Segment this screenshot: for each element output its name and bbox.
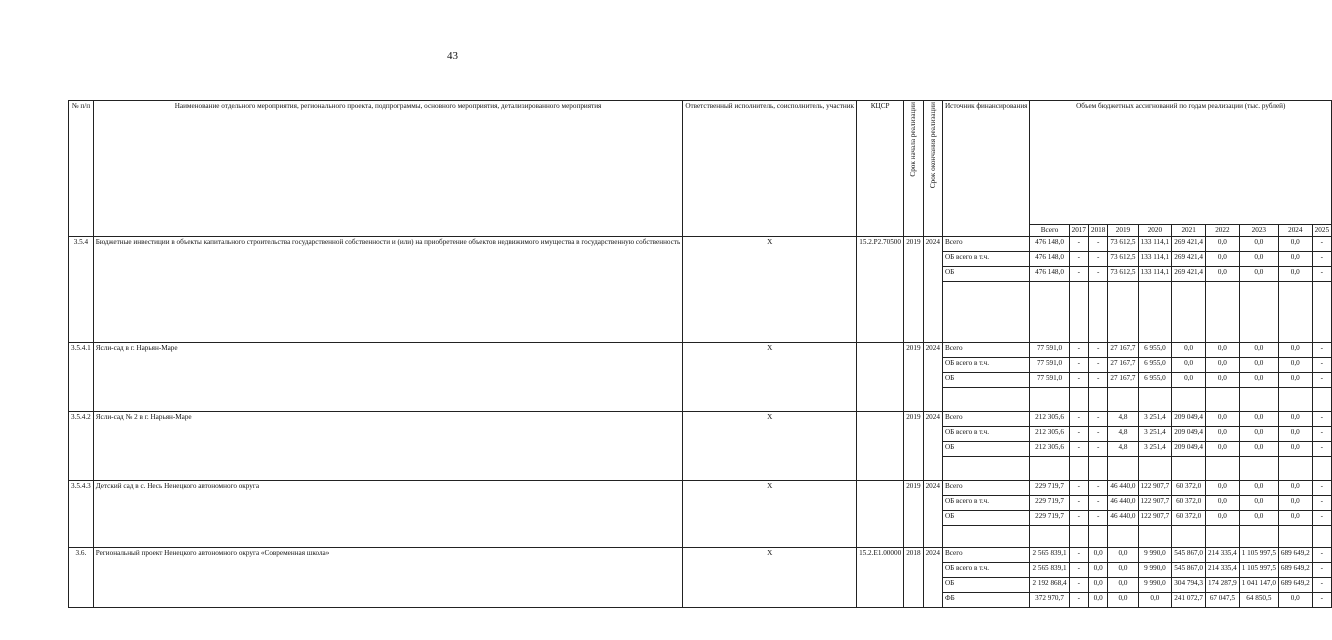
total-cell: 77 591,0 [1030,343,1069,358]
source-cell: ОБ [942,373,1030,388]
value-cell: 0,0 [1172,373,1206,388]
value-cell: 0,0 [1278,267,1312,282]
row-kcsr: 15.2.Е1.00000 [857,548,904,608]
source-cell: ОБ [942,267,1030,282]
value-cell: - [1069,343,1088,358]
total-cell: 212 305,6 [1030,427,1069,442]
value-cell: - [1312,373,1331,388]
row-name: Ясли-сад № 2 в г. Нарьян-Маре [93,412,683,481]
value-cell: 1 105 997,5 [1239,563,1278,578]
value-cell: 0,0 [1206,343,1240,358]
header-year: 2021 [1172,225,1206,237]
header-total: Всего [1030,225,1069,237]
header-start: Срок начала реализации [904,101,923,237]
row-name: Региональный проект Ненецкого автономного округа «Современная школа» [93,548,683,608]
value-cell: 209 049,4 [1172,427,1206,442]
value-cell: 0,0 [1239,373,1278,388]
page-number: 43 [447,50,458,62]
header-year: 2017 [1069,225,1088,237]
value-cell: 0,0 [1278,412,1312,427]
value-cell: 46 440,0 [1108,496,1138,511]
value-cell: - [1069,373,1088,388]
empty-cell [1278,526,1312,548]
value-cell: 4,8 [1108,427,1138,442]
header-year: 2019 [1108,225,1138,237]
empty-cell [1278,457,1312,481]
source-cell: ОБ [942,578,1030,593]
table-row [69,548,1332,563]
value-cell: - [1069,496,1088,511]
empty-cell [1108,388,1138,412]
empty-cell [942,526,1030,548]
empty-cell [1312,282,1331,343]
total-cell: 229 719,7 [1030,481,1069,496]
value-cell: 0,0 [1278,343,1312,358]
source-cell: Всего [942,412,1030,427]
value-cell: 0,0 [1239,343,1278,358]
header-source: Источник финансирования [942,101,1030,237]
value-cell: 241 072,7 [1172,593,1206,608]
value-cell: - [1069,412,1088,427]
empty-cell [1312,526,1331,548]
value-cell: 545 867,0 [1172,563,1206,578]
value-cell: 0,0 [1088,563,1107,578]
value-cell: 174 287,9 [1206,578,1240,593]
value-cell: 689 649,2 [1278,578,1312,593]
value-cell: 0,0 [1172,343,1206,358]
value-cell: 0,0 [1278,252,1312,267]
row-end: 2024 [923,548,942,608]
value-cell: - [1069,267,1088,282]
empty-cell [1069,388,1088,412]
value-cell: 269 421,4 [1172,252,1206,267]
value-cell: - [1088,427,1107,442]
value-cell: - [1088,358,1107,373]
empty-cell [1108,282,1138,343]
empty-cell [1239,457,1278,481]
value-cell: - [1312,496,1331,511]
table-row [69,237,1332,252]
row-number: 3.5.4.1 [69,343,94,412]
empty-cell [1278,388,1312,412]
value-cell: 0,0 [1206,511,1240,526]
value-cell: 0,0 [1206,442,1240,457]
empty-cell [1206,282,1240,343]
row-responsible: Х [683,343,857,412]
value-cell: 214 335,4 [1206,563,1240,578]
value-cell: 27 167,7 [1108,358,1138,373]
table-row [69,343,1332,358]
value-cell: 689 649,2 [1278,548,1312,563]
value-cell: 0,0 [1088,593,1107,608]
empty-cell [1239,282,1278,343]
value-cell: 133 114,1 [1138,267,1172,282]
source-cell: ОБ всего в т.ч. [942,427,1030,442]
header-no: № п/п [69,101,94,237]
value-cell: 64 850,5 [1239,593,1278,608]
value-cell: 133 114,1 [1138,252,1172,267]
total-cell: 2 565 839,1 [1030,563,1069,578]
source-cell: Всего [942,548,1030,563]
row-start: 2019 [904,237,923,343]
value-cell: 214 335,4 [1206,548,1240,563]
total-cell: 77 591,0 [1030,358,1069,373]
value-cell: 6 955,0 [1138,373,1172,388]
table-row [69,481,1332,496]
row-name: Детский сад в с. Несь Ненецкого автономного округа [93,481,683,548]
empty-cell [1069,526,1088,548]
value-cell: - [1312,412,1331,427]
row-number: 3.5.4 [69,237,94,343]
value-cell: - [1312,563,1331,578]
value-cell: 0,0 [1138,593,1172,608]
source-cell: ОБ всего в т.ч. [942,252,1030,267]
row-start: 2019 [904,412,923,481]
header-year: 2023 [1239,225,1278,237]
total-cell: 229 719,7 [1030,496,1069,511]
value-cell: 0,0 [1108,593,1138,608]
empty-cell [1138,526,1172,548]
value-cell: 60 372,0 [1172,481,1206,496]
value-cell: 0,0 [1278,373,1312,388]
row-number: 3.6. [69,548,94,608]
total-cell: 476 148,0 [1030,252,1069,267]
empty-cell [1172,388,1206,412]
empty-cell [1088,457,1107,481]
value-cell: 269 421,4 [1172,237,1206,252]
value-cell: 0,0 [1108,563,1138,578]
value-cell: 60 372,0 [1172,511,1206,526]
value-cell: - [1069,252,1088,267]
value-cell: 269 421,4 [1172,267,1206,282]
total-cell: 372 970,7 [1030,593,1069,608]
value-cell: - [1312,578,1331,593]
value-cell: 73 612,5 [1108,252,1138,267]
value-cell: - [1312,481,1331,496]
table-row [69,412,1332,427]
empty-cell [942,388,1030,412]
row-number: 3.5.4.2 [69,412,94,481]
row-end: 2024 [923,343,942,412]
value-cell: 46 440,0 [1108,481,1138,496]
value-cell: - [1069,442,1088,457]
value-cell: 0,0 [1239,252,1278,267]
value-cell: - [1069,511,1088,526]
value-cell: 0,0 [1278,593,1312,608]
empty-cell [1239,526,1278,548]
value-cell: 209 049,4 [1172,442,1206,457]
value-cell: - [1312,358,1331,373]
row-responsible: Х [683,548,857,608]
source-cell: ОБ [942,511,1030,526]
value-cell: - [1069,237,1088,252]
empty-cell [1172,457,1206,481]
row-end: 2024 [923,481,942,548]
empty-cell [942,457,1030,481]
value-cell: 122 907,7 [1138,496,1172,511]
value-cell: 6 955,0 [1138,358,1172,373]
value-cell: 1 105 997,5 [1239,548,1278,563]
empty-cell [1206,457,1240,481]
value-cell: - [1069,427,1088,442]
total-cell: 229 719,7 [1030,511,1069,526]
value-cell: - [1088,343,1107,358]
value-cell: - [1069,481,1088,496]
empty-cell [1030,282,1069,343]
header-year: 2018 [1088,225,1107,237]
source-cell: ОБ [942,442,1030,457]
value-cell: 122 907,7 [1138,481,1172,496]
value-cell: 73 612,5 [1108,237,1138,252]
header-row [69,101,1332,225]
header-responsible: Ответственный исполнитель, соисполнитель, участник [683,101,857,237]
value-cell: 0,0 [1206,412,1240,427]
value-cell: - [1312,511,1331,526]
value-cell: - [1088,412,1107,427]
value-cell: 0,0 [1088,548,1107,563]
row-start: 2019 [904,481,923,548]
total-cell: 2 192 868,4 [1030,578,1069,593]
value-cell: 0,0 [1206,496,1240,511]
value-cell: - [1312,442,1331,457]
value-cell: 0,0 [1278,427,1312,442]
source-cell: ОБ всего в т.ч. [942,563,1030,578]
header-year: 2024 [1278,225,1312,237]
row-responsible: Х [683,481,857,548]
empty-cell [1312,388,1331,412]
value-cell: 46 440,0 [1108,511,1138,526]
empty-cell [1108,526,1138,548]
row-start: 2018 [904,548,923,608]
value-cell: 0,0 [1239,267,1278,282]
empty-cell [1138,388,1172,412]
header-year: 2025 [1312,225,1331,237]
header-year: 2020 [1138,225,1172,237]
value-cell: 0,0 [1278,511,1312,526]
row-responsible: Х [683,412,857,481]
value-cell: - [1088,511,1107,526]
total-cell: 476 148,0 [1030,237,1069,252]
value-cell: 9 990,0 [1138,548,1172,563]
row-end: 2024 [923,412,942,481]
value-cell: - [1069,563,1088,578]
value-cell: - [1069,593,1088,608]
header-kcsr: КЦСР [857,101,904,237]
value-cell: 3 251,4 [1138,427,1172,442]
value-cell: - [1312,252,1331,267]
source-cell: Всего [942,343,1030,358]
value-cell: - [1312,593,1331,608]
value-cell: - [1088,481,1107,496]
value-cell: 0,0 [1278,496,1312,511]
header-volume: Объем бюджетных ассигнований по годам реализации (тыс. рублей) [1030,101,1332,225]
value-cell: - [1088,267,1107,282]
value-cell: - [1088,373,1107,388]
value-cell: 0,0 [1108,578,1138,593]
value-cell: 122 907,7 [1138,511,1172,526]
row-kcsr: 15.2.Р2.70500 [857,237,904,343]
total-cell: 2 565 839,1 [1030,548,1069,563]
row-name: Ясли-сад в г. Нарьян-Маре [93,343,683,412]
value-cell: - [1312,427,1331,442]
value-cell: 689 649,2 [1278,563,1312,578]
value-cell: 0,0 [1278,358,1312,373]
value-cell: 0,0 [1206,427,1240,442]
total-cell: 77 591,0 [1030,373,1069,388]
value-cell: 0,0 [1172,358,1206,373]
row-start: 2019 [904,343,923,412]
empty-cell [1172,282,1206,343]
empty-cell [1088,282,1107,343]
value-cell: 4,8 [1108,412,1138,427]
value-cell: 0,0 [1278,442,1312,457]
empty-cell [1172,526,1206,548]
row-responsible: Х [683,237,857,343]
source-cell: ОБ всего в т.ч. [942,358,1030,373]
value-cell: 0,0 [1206,481,1240,496]
value-cell: 0,0 [1108,548,1138,563]
header-end: Срок окончания реализации [923,101,942,237]
value-cell: 0,0 [1239,511,1278,526]
value-cell: - [1088,496,1107,511]
value-cell: 4,8 [1108,442,1138,457]
empty-cell [1138,457,1172,481]
empty-cell [1069,457,1088,481]
value-cell: - [1312,548,1331,563]
value-cell: 3 251,4 [1138,442,1172,457]
budget-table [68,100,1332,608]
value-cell: - [1069,358,1088,373]
value-cell: 6 955,0 [1138,343,1172,358]
value-cell: 0,0 [1088,578,1107,593]
value-cell: 0,0 [1206,252,1240,267]
empty-cell [1088,526,1107,548]
empty-cell [942,282,1030,343]
source-cell: Всего [942,481,1030,496]
source-cell: Всего [942,237,1030,252]
value-cell: 0,0 [1278,481,1312,496]
source-cell: ОБ всего в т.ч. [942,496,1030,511]
value-cell: 0,0 [1239,358,1278,373]
row-kcsr [857,343,904,412]
value-cell: 0,0 [1206,358,1240,373]
total-cell: 212 305,6 [1030,442,1069,457]
empty-cell [1030,457,1069,481]
value-cell: 0,0 [1206,237,1240,252]
value-cell: 0,0 [1206,267,1240,282]
value-cell: 0,0 [1206,373,1240,388]
value-cell: - [1312,267,1331,282]
empty-cell [1138,282,1172,343]
row-kcsr [857,412,904,481]
value-cell: 67 047,5 [1206,593,1240,608]
value-cell: 0,0 [1239,427,1278,442]
row-name: Бюджетные инвестиции в объекты капитального строительства государственной собственности и (или) на приобретение объектов недвижимого имущества в государственную собственность [93,237,683,343]
empty-cell [1108,457,1138,481]
header-year: 2022 [1206,225,1240,237]
source-cell: ФБ [942,593,1030,608]
empty-cell [1206,388,1240,412]
empty-cell [1030,526,1069,548]
value-cell: 133 114,1 [1138,237,1172,252]
value-cell: 9 990,0 [1138,578,1172,593]
value-cell: 27 167,7 [1108,373,1138,388]
empty-cell [1239,388,1278,412]
value-cell: 1 041 147,0 [1239,578,1278,593]
value-cell: 0,0 [1239,412,1278,427]
value-cell: 0,0 [1239,237,1278,252]
value-cell: 0,0 [1278,237,1312,252]
row-end: 2024 [923,237,942,343]
value-cell: - [1312,343,1331,358]
row-number: 3.5.4.3 [69,481,94,548]
value-cell: - [1312,237,1331,252]
value-cell: 0,0 [1239,481,1278,496]
value-cell: - [1088,442,1107,457]
value-cell: 0,0 [1239,496,1278,511]
empty-cell [1088,388,1107,412]
value-cell: 27 167,7 [1108,343,1138,358]
value-cell: - [1069,578,1088,593]
total-cell: 476 148,0 [1030,267,1069,282]
empty-cell [1278,282,1312,343]
value-cell: 0,0 [1239,442,1278,457]
value-cell: 304 794,3 [1172,578,1206,593]
value-cell: - [1088,252,1107,267]
total-cell: 212 305,6 [1030,412,1069,427]
empty-cell [1206,526,1240,548]
value-cell: 9 990,0 [1138,563,1172,578]
value-cell: 60 372,0 [1172,496,1206,511]
value-cell: - [1088,237,1107,252]
empty-cell [1069,282,1088,343]
value-cell: - [1069,548,1088,563]
value-cell: 3 251,4 [1138,412,1172,427]
empty-cell [1312,457,1331,481]
row-kcsr [857,481,904,548]
value-cell: 209 049,4 [1172,412,1206,427]
value-cell: 73 612,5 [1108,267,1138,282]
value-cell: 545 867,0 [1172,548,1206,563]
header-name: Наименование отдельного мероприятия, регионального проекта, подпрограммы, основного мероприятия, детализированного мероприятия [93,101,683,237]
empty-cell [1030,388,1069,412]
